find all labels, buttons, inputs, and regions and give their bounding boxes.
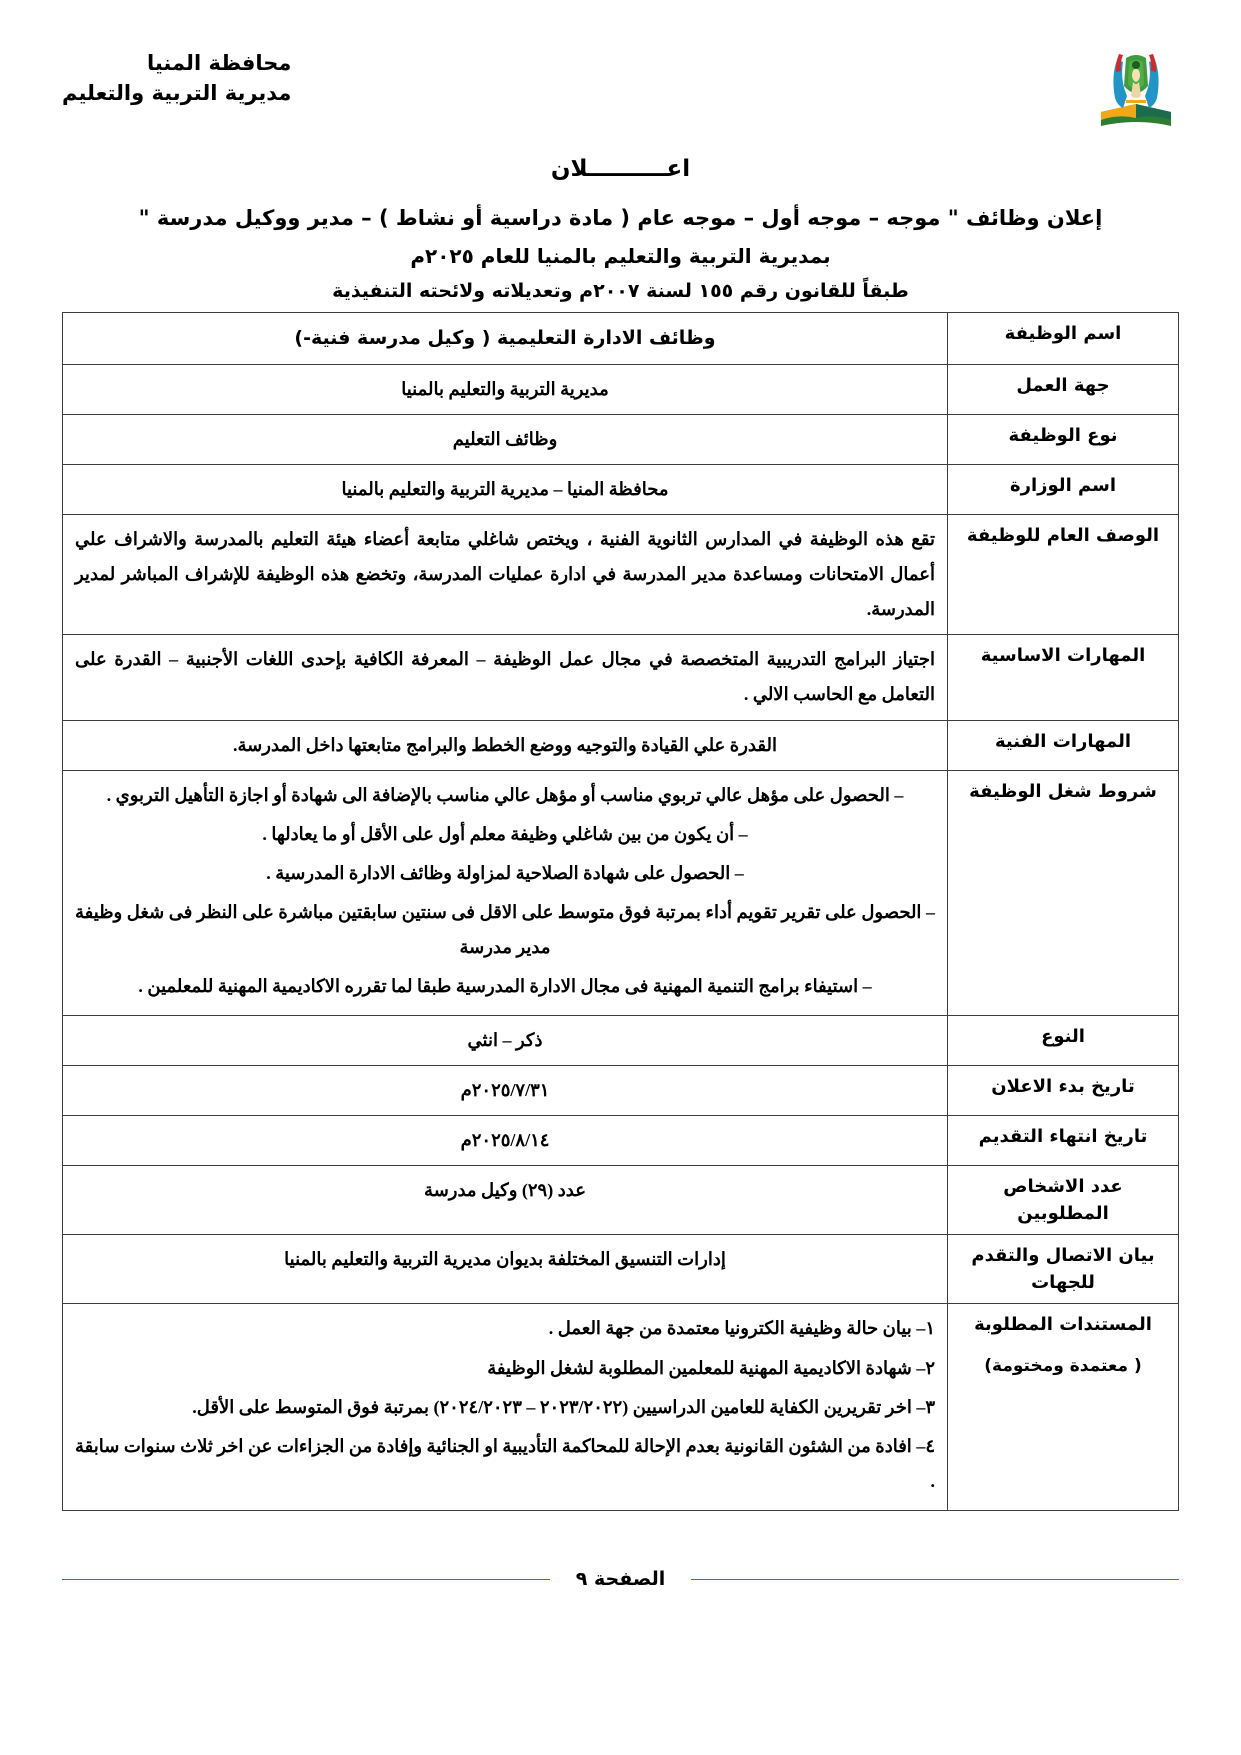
row-label: جهة العمل bbox=[948, 364, 1179, 414]
row-value: ٢٠٢٥/٨/١٤م bbox=[63, 1116, 948, 1166]
directorate-name: مديرية التربية والتعليم bbox=[62, 81, 292, 106]
row-label: شروط شغل الوظيفة bbox=[948, 770, 1179, 1016]
row-label: اسم الوظيفة bbox=[948, 312, 1179, 364]
law-reference: طبقاً للقانون رقم ١٥٥ لسنة ٢٠٠٧م وتعديلاته ولائحته التنفيذية bbox=[332, 279, 909, 302]
row-label: المهارات الفنية bbox=[948, 720, 1179, 770]
documents-list bbox=[75, 1311, 935, 1498]
row-value: إدارات التنسيق المختلفة بديوان مديرية التربية والتعليم بالمنيا bbox=[63, 1235, 948, 1304]
page-footer bbox=[62, 1568, 1179, 1590]
row-value: محافظة المنيا – مديرية التربية والتعليم بالمنيا bbox=[63, 464, 948, 514]
list-item: ٣– اخر تقريرين الكفاية للعامين الدراسيين (٢٠٢٣/٢٠٢٢ – ٢٠٢٤/٢٠٢٣) بمرتبة فوق المتوسط على الأقل. bbox=[192, 1396, 935, 1417]
ministry-logo bbox=[1093, 42, 1179, 134]
row-label: نوع الوظيفة bbox=[948, 414, 1179, 464]
list-item: – الحصول على مؤهل عالي تربوي مناسب أو مؤهل عالي مناسب بالإضافة الى شهادة أو اجازة التأهيل التربوي . bbox=[106, 784, 904, 805]
table-row bbox=[63, 464, 1179, 514]
logo-icon bbox=[1093, 42, 1179, 134]
table-row bbox=[63, 635, 1179, 720]
list-item: – الحصول على شهادة الصلاحية لمزاولة وظائف الادارة المدرسية . bbox=[266, 862, 744, 883]
documents-sub-label: ( معتمدة ومختومة) bbox=[984, 1356, 1142, 1377]
table-body bbox=[63, 312, 1179, 1510]
list-item: – استيفاء برامج التنمية المهنية فى مجال الادارة المدرسية طبقا لما تقرره الاكاديمية المهنية للمعلمين . bbox=[138, 976, 872, 997]
row-label: تاريخ انتهاء التقديم bbox=[948, 1116, 1179, 1166]
row-value: ٢٠٢٥/٧/٣١م bbox=[63, 1066, 948, 1116]
table-row bbox=[63, 364, 1179, 414]
title-block bbox=[62, 156, 1179, 302]
footer-divider-left bbox=[691, 1579, 1179, 1580]
table-row bbox=[63, 1066, 1179, 1116]
row-label: عدد الاشخاص المطلوبين bbox=[948, 1166, 1179, 1235]
table-row bbox=[63, 720, 1179, 770]
table-row bbox=[63, 312, 1179, 364]
list-item: – الحصول على تقرير تقويم أداء بمرتبة فوق متوسط على الاقل فى سنتين سابقتين مباشرة على النظر فى شغل وظيفة مدير مدرسة bbox=[75, 901, 935, 958]
job-details-table bbox=[62, 312, 1179, 1511]
table-row-conditions bbox=[63, 770, 1179, 1016]
row-label bbox=[948, 1304, 1179, 1510]
document-header bbox=[62, 42, 1179, 134]
job-name-value: وظائف الادارة التعليمية ( وكيل مدرسة فنية-) bbox=[294, 326, 716, 349]
row-value: مديرية التربية والتعليم بالمنيا bbox=[63, 364, 948, 414]
header-title-block bbox=[62, 42, 291, 109]
row-label: المهارات الاساسية bbox=[948, 635, 1179, 720]
row-value: وظائف التعليم bbox=[63, 414, 948, 464]
governorate-name: محافظة المنيا bbox=[146, 51, 292, 75]
conditions-list bbox=[75, 778, 935, 1005]
footer-divider-right bbox=[62, 1579, 550, 1580]
table-row bbox=[63, 1016, 1179, 1066]
documents-label: المستندات المطلوبة bbox=[974, 1314, 1152, 1336]
row-value: عدد (٢٩) وكيل مدرسة bbox=[63, 1166, 948, 1235]
list-item: – أن يكون من بين شاغلي وظيفة معلم أول على الأقل أو ما يعادلها . bbox=[262, 823, 748, 844]
announcement-heading: اعــــــــــلان bbox=[550, 156, 691, 182]
row-label: اسم الوزارة bbox=[948, 464, 1179, 514]
table-row bbox=[63, 515, 1179, 635]
list-item: ١– بيان حالة وظيفية الكترونيا معتمدة من جهة العمل . bbox=[548, 1318, 935, 1339]
row-value: تقع هذه الوظيفة في المدارس الثانوية الفنية ، ويختص شاغلي متابعة أعضاء هيئة التعليم بالمدرسة والاشراف علي أعمال الامتحانات ومساعدة مدير المدرسة في ادارة عمليات المدرسة، وتخضع هذه الوظيفة للإشراف المباشر لمدير المدرسة. bbox=[63, 515, 948, 635]
table-row bbox=[63, 1235, 1179, 1304]
row-value: اجتياز البرامج التدريبية المتخصصة في مجال عمل الوظيفة – المعرفة الكافية بإحدى اللغات الأجنبية – القدرة على التعامل مع الحاسب الالي . bbox=[63, 635, 948, 720]
row-label: بيان الاتصال والتقدم للجهات bbox=[948, 1235, 1179, 1304]
row-label: الوصف العام للوظيفة bbox=[948, 515, 1179, 635]
page-number: الصفحة ٩ bbox=[575, 1568, 666, 1590]
row-label: تاريخ بدء الاعلان bbox=[948, 1066, 1179, 1116]
row-value bbox=[63, 312, 948, 364]
announcement-sub-title: بمديرية التربية والتعليم بالمنيا للعام ٢٠٢٥م bbox=[410, 243, 831, 268]
list-item: ٤– افادة من الشئون القانونية بعدم الإحالة للمحاكمة التأديبية او الجنائية وإفادة من الجزاءات عن اخر ثلاث سنوات سابقة . bbox=[75, 1435, 935, 1491]
announcement-main-title: إعلان وظائف " موجه – موجه أول – موجه عام ( مادة دراسية أو نشاط ) – مدير ووكيل مدرسة " bbox=[138, 206, 1103, 230]
list-item: ٢– شهادة الاكاديمية المهنية للمعلمين المطلوبة لشغل الوظيفة bbox=[487, 1357, 935, 1378]
row-value: القدرة علي القيادة والتوجيه ووضع الخطط والبرامج متابعتها داخل المدرسة. bbox=[63, 720, 948, 770]
row-value bbox=[63, 770, 948, 1016]
table-row-documents bbox=[63, 1304, 1179, 1510]
table-row bbox=[63, 414, 1179, 464]
row-value bbox=[63, 1304, 948, 1510]
row-value: ذكر – انثي bbox=[63, 1016, 948, 1066]
table-row bbox=[63, 1166, 1179, 1235]
row-label: النوع bbox=[948, 1016, 1179, 1066]
table-row bbox=[63, 1116, 1179, 1166]
